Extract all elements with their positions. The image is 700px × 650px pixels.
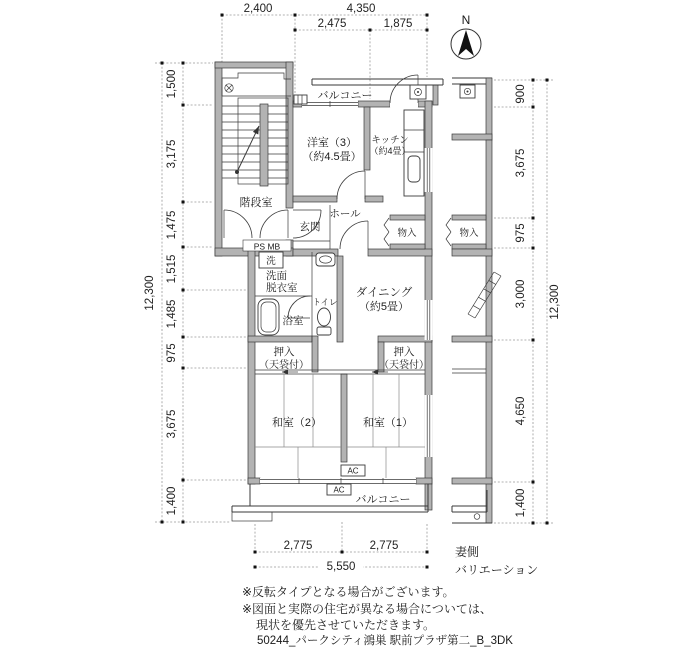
dim-right-3675: 3,675 — [515, 148, 527, 178]
bathtub — [258, 299, 279, 335]
label-kitchen: キッチン — [371, 135, 409, 146]
note-line1: ※反転タイプとなる場合がございます。 — [242, 585, 455, 599]
dim-left-975: 975 — [166, 343, 178, 363]
dim-left-1500: 1,500 — [166, 69, 178, 99]
water-heater-icon — [410, 85, 426, 99]
label-stair-room: 階段室 — [239, 197, 273, 209]
dim-right-4650: 4,650 — [515, 396, 527, 426]
label-ac2: AC — [333, 485, 345, 495]
label-closet-left-1: 押入 — [273, 346, 295, 358]
dim-top-2475: 2,475 — [317, 18, 347, 30]
room-labels — [240, 90, 479, 506]
north-compass — [451, 13, 481, 59]
dim-right-1400: 1,400 — [515, 488, 527, 518]
dim-left-1515: 1,515 — [166, 254, 178, 284]
label-toilet: トイレ — [312, 297, 338, 307]
label-entrance: 玄関 — [299, 221, 321, 233]
label-balcony-bottom: バルコニー — [355, 494, 411, 506]
dim-right-900: 900 — [515, 84, 527, 104]
balcony-top-rail — [312, 79, 443, 85]
dim-bottom-2775b: 2,775 — [369, 540, 399, 552]
label-washroom-1: 洗面 — [266, 270, 287, 282]
kitchen-sink — [408, 156, 420, 182]
variation-label-line1: 妻側 — [455, 545, 480, 559]
dim-left-3675: 3,675 — [166, 409, 178, 439]
dim-right-975: 975 — [515, 223, 527, 243]
label-dining-size: （約5畳） — [358, 301, 410, 313]
label-japanese-room1: 和室（1） — [362, 417, 414, 429]
balcony-drain-icon — [474, 514, 480, 520]
dim-top-4350: 4,350 — [346, 3, 376, 15]
label-washroom-2: 脱衣室 — [266, 282, 298, 294]
stair-direction-arrow — [235, 126, 259, 174]
variation-strip — [446, 78, 501, 523]
label-closet-right-1: 押入 — [393, 346, 415, 358]
label-balcony-top: バルコニー — [317, 90, 373, 102]
wash-basin — [316, 253, 335, 266]
compass-north-label: N — [461, 13, 471, 27]
note-line3: 現状を優先させていただきます。 — [256, 618, 436, 632]
dim-right-3000: 3,000 — [515, 279, 527, 309]
label-dining: ダイニング — [355, 287, 413, 299]
label-kitchen-size: （約4畳） — [369, 146, 411, 156]
footer-id: 50244_パークシティ鴻巣 駅前プラザ第二_B_3DK — [257, 635, 513, 647]
dimension-labels — [144, 3, 561, 573]
dim-left-1475: 1,475 — [166, 210, 178, 240]
water-heater-variation-icon — [460, 85, 475, 98]
dim-bottom-2775a: 2,775 — [283, 540, 313, 552]
label-ps-mb: PS MB — [253, 241, 281, 252]
label-western-room3-size: （約4.5畳） — [302, 151, 362, 163]
variation-label-line2: バリエーション — [455, 563, 539, 577]
dim-left-1400: 1,400 — [166, 486, 178, 516]
label-hall: ホール — [329, 208, 361, 220]
label-bathroom: 浴室 — [282, 315, 304, 327]
label-storage-main: 物入 — [397, 228, 417, 239]
toilet-bowl — [317, 308, 331, 335]
label-western-room3: 洋室（3） — [306, 137, 358, 149]
dim-left-1485: 1,485 — [166, 299, 178, 329]
label-closet-right-2: （天袋付） — [379, 360, 429, 371]
label-ac1: AC — [347, 466, 359, 476]
dim-right-total: 12,300 — [549, 284, 561, 320]
note-line2: ※図面と実際の住宅が異なる場合については、 — [242, 602, 492, 616]
label-storage-variation: 物入 — [459, 228, 479, 239]
dim-left-total: 12,300 — [144, 275, 156, 311]
stairwell — [222, 73, 307, 251]
dim-top-1875: 1,875 — [383, 18, 413, 30]
stair-drain-icon — [225, 84, 233, 92]
dim-top-2400: 2,400 — [243, 3, 273, 15]
ladder-icon — [468, 272, 501, 318]
meter-box-icon — [294, 95, 307, 104]
dim-bottom-total: 5,550 — [326, 561, 356, 573]
label-japanese-room2: 和室（2） — [271, 417, 323, 429]
annotations — [242, 544, 538, 647]
label-washing-machine: 洗 — [266, 256, 276, 267]
label-closet-left-2: （天袋付） — [259, 360, 309, 371]
dim-left-3175: 3,175 — [166, 139, 178, 169]
